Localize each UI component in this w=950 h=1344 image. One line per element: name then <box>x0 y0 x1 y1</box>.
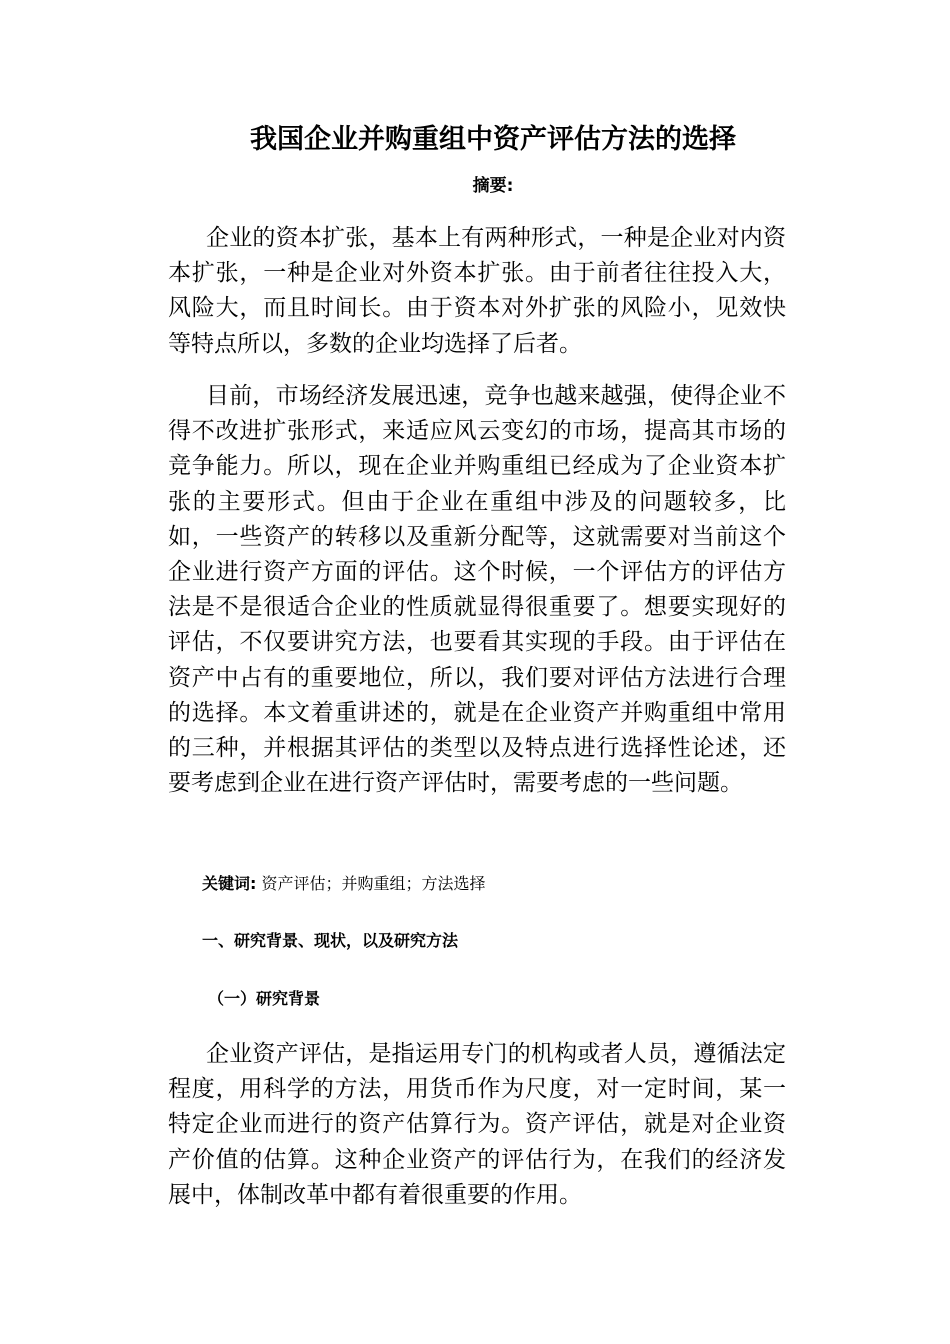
keywords-line <box>202 871 762 897</box>
abstract-label: 摘要: <box>472 176 514 196</box>
abstract-paragraph-1: 企业的资本扩张，基本上有两种形式，一种是企业对内资本扩张，一种是企业对外资本扩张。由于前者往往投入大，风险大，而且时间长。由于资本对外扩张的风险小，见效快等特点所以，多数的企业均选择了后者。 <box>168 225 786 357</box>
body-paragraph: 企业资产评估，是指运用专门的机构或者人员，遵循法定程度，用科学的方法，用货币作为尺度，对一定时间，某一特定企业而进行的资产估算行为。资产评估，就是对企业资产价值的估算。这种企业资产的评估行为，在我们的经济发展中，体制改革中都有着很重要的作用。 <box>168 1041 786 1208</box>
document-title: 我国企业并购重组中资产评估方法的选择 <box>250 124 736 155</box>
keywords-value: 资产评估；并购重组；方法选择 <box>261 874 486 893</box>
keywords-label: 关键词: <box>202 874 257 893</box>
subsection-heading: （一）研究背景 <box>208 989 321 1008</box>
abstract-paragraph-2: 目前，市场经济发展迅速，竞争也越来越强，使得企业不得不改进扩张形式，来适应风云变幻的市场，提高其市场的竞争能力。所以，现在企业并购重组已经成为了企业资本扩张的主要形式。但由于企业在重组中涉及的问题较多，比如，一些资产的转移以及重新分配等，这就需要对当前这个企业进行资产方面的评估。这个时候，一个评估方的评估方法是不是很适合企业的性质就显得很重要了。想要实现好的评估，不仅要讲究方法，也要看其实现的手段。由于评估在资产中占有的重要地位，所以，我们要对评估方法进行合理的选择。本文着重讲述的，就是在企业资产并购重组中常用的三种，并根据其评估的类型以及特点进行选择性论述，还要考虑到企业在进行资产评估时，需要考虑的一些问题。 <box>168 383 786 797</box>
section-heading: 一、研究背景、现状，以及研究方法 <box>202 931 459 950</box>
